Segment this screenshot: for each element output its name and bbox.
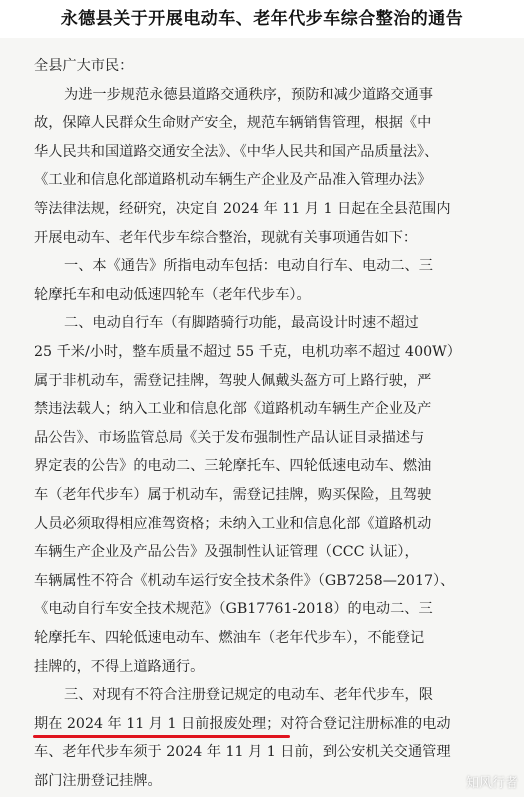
paragraph-line: 界定表的公告》的电动二、三轮摩托车、四轮低速电动车、燃油 (34, 458, 432, 475)
paragraph-line: 禁违法载人；纳入工业和信息化部《道路机动车辆生产企业及产 (34, 401, 432, 418)
paragraph-line: 车（老年代步车）属于机动车，需登记挂牌，购买保险，且驾驶 (34, 487, 432, 503)
paragraph-line: 车辆生产企业及产品公告》及强制性认证管理（CCC 认证）， (34, 544, 419, 561)
paragraph-line: 人员必须取得相应准驾资格；未纳入工业和信息化部《道路机动 (34, 515, 432, 532)
watermark: 知风行者 (465, 776, 518, 791)
paragraph-line: 为进一步规范永德县道路交通秩序，预防和减少道路交通事 (64, 86, 433, 103)
salutation: 全县广大市民： (34, 58, 134, 74)
paragraph-line: 等法律法规，经研究，决定自 2024 年 11 月 1 日起在全县范围内 (34, 201, 451, 217)
paragraph-line: 品公告》、市场监管总局《关于发布强制性产品认证目录描述与 (34, 429, 425, 446)
paragraph-line: 车、老年代步车须于 2024 年 11 月 1 日前，到公安机关交通管理 (34, 744, 451, 761)
paragraph-line: 部门注册登记挂牌。 (34, 773, 162, 789)
paragraph-line: 轮摩托车、四轮低速电动车、燃油车（老年代步车），不能登记 (34, 630, 425, 646)
paragraph-line: 华人民共和国道路交通安全法》、《中华人民共和国产品质量法》、 (34, 143, 439, 160)
red-underline-highlight (33, 735, 290, 738)
notice-title: 永德县关于开展电动车、老年代步车综合整治的通告 (60, 9, 464, 29)
paragraph-line: 25 千米/小时，整车质量不超过 55 千克，电机功率不超过 400W） (34, 344, 461, 360)
paragraph-line: 属于非机动车，需登记挂牌，驾驶人佩戴头盔方可上路行驶，严 (34, 372, 432, 389)
paragraph-line: 一、本《通告》所指电动车包括：电动自行车、电动二、三 (64, 258, 433, 275)
paragraph-line: 二、电动自行车（有脚踏骑行功能，最高设计时速不超过 (64, 315, 419, 332)
paragraph-line: 《工业和信息化部道路机动车辆生产企业及产品准入管理办法》 (34, 172, 432, 189)
paragraph-line: 期在 2024 年 11 月 1 日前报废处理；对符合登记注册标准的电动 (34, 715, 451, 732)
paragraph-line: 三、对现有不符合注册登记规定的电动车、老年代步车，限 (64, 687, 433, 704)
paragraph-line: 故，保障人民群众生命财产安全，规范车辆销售管理，根据《中 (34, 115, 432, 132)
paragraph-line: 挂牌的，不得上道路通行。 (34, 658, 205, 675)
paragraph-line: 轮摩托车和电动低速四轮车（老年代步车）。 (34, 286, 311, 303)
paragraph-line: 开展电动车、老年代步车综合整治，现就有关事项通告如下： (34, 229, 418, 246)
paragraph-line: 《电动自行车安全技术规范》（GB17761-2018）的电动二、三 (34, 601, 433, 618)
paragraph-line: 车辆属性不符合《机动车运行安全技术条件》（GB7258—2017）、 (34, 572, 455, 589)
